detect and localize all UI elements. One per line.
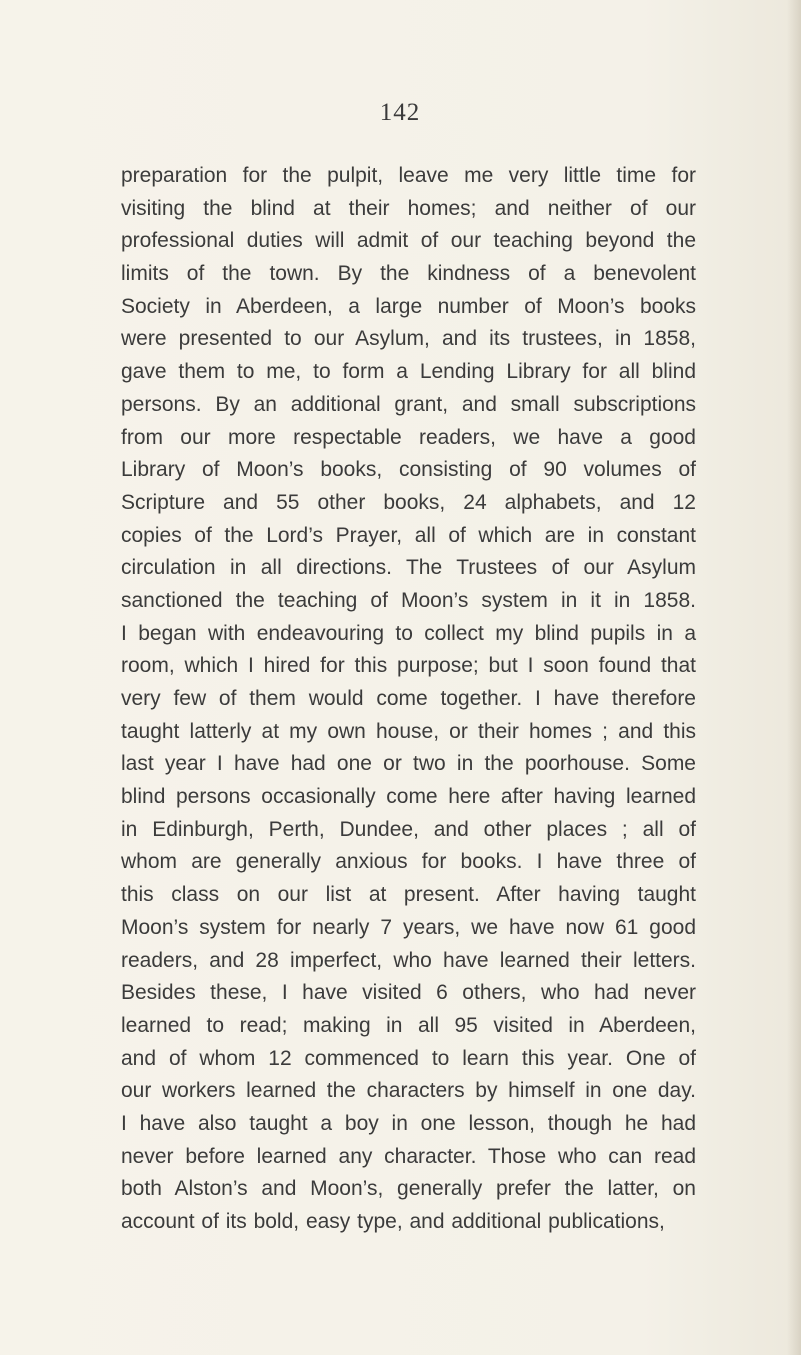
text-line: whom are generally anxious for books. I have three of [121, 850, 696, 874]
text-line: limits of the town. By the kindness of a benevolent [121, 262, 696, 286]
text-line: very few of them would come together. I have therefore [121, 687, 696, 710]
body-text [121, 160, 696, 1239]
text-line: sanctioned the teaching of Moon’s system in it in 1858. [121, 588, 696, 612]
text-line: Society in Aberdeen, a large number of Moon’s books [121, 294, 696, 318]
text-line: account of its bold, easy type, and additional publications, [121, 1210, 665, 1233]
text-line: Moon’s system for nearly 7 years, we have now 61 good [121, 915, 696, 939]
text-line: copies of the Lord’s Prayer, all of which are in constant [121, 523, 696, 547]
text-line: taught latterly at my own house, or their homes ; and this [121, 719, 696, 743]
text-line: both Alston’s and Moon’s, generally prefer the latter, on [121, 1177, 696, 1201]
page-number: 142 [379, 99, 421, 126]
text-line: circulation in all directions. The Trustees of our Asylum [121, 556, 696, 580]
text-line: this class on our list at present. After having taught [121, 883, 696, 907]
text-line: I have also taught a boy in one lesson, though he had [121, 1111, 696, 1135]
page-edge-shadow [787, 0, 801, 1355]
text-line: in Edinburgh, Perth, Dundee, and other places ; all of [121, 817, 696, 841]
text-line: and of whom 12 commenced to learn this year. One of [121, 1046, 696, 1070]
text-line: room, which I hired for this purpose; but I soon found that [121, 654, 696, 678]
text-line: Scripture and 55 other books, 24 alphabets, and 12 [121, 490, 696, 514]
text-line: I began with endeavouring to collect my blind pupils in a [121, 621, 696, 645]
text-line: gave them to me, to form a Lending Library for all blind [121, 360, 696, 384]
text-line: were presented to our Asylum, and its trustees, in 1858, [121, 327, 696, 351]
text-line: readers, and 28 imperfect, who have learned their letters. [121, 948, 696, 972]
text-line: preparation for the pulpit, leave me very little time for [121, 164, 696, 187]
text-line: Besides these, I have visited 6 others, who had never [121, 981, 696, 1005]
text-line: our workers learned the characters by himself in one day. [121, 1079, 696, 1103]
text-line: from our more respectable readers, we have a good [121, 425, 696, 449]
text-line: never before learned any character. Those who can read [121, 1144, 696, 1168]
text-line: Library of Moon’s books, consisting of 90 volumes of [121, 458, 696, 482]
text-line: professional duties will admit of our teaching beyond the [121, 229, 696, 253]
text-line: learned to read; making in all 95 visited in Aberdeen, [121, 1013, 696, 1037]
text-line: visiting the blind at their homes; and neither of our [121, 196, 696, 220]
text-line: last year I have had one or two in the poorhouse. Some [121, 752, 696, 776]
text-line: blind persons occasionally come here after having learned [121, 785, 696, 809]
text-line: persons. By an additional grant, and small subscriptions [121, 392, 696, 416]
